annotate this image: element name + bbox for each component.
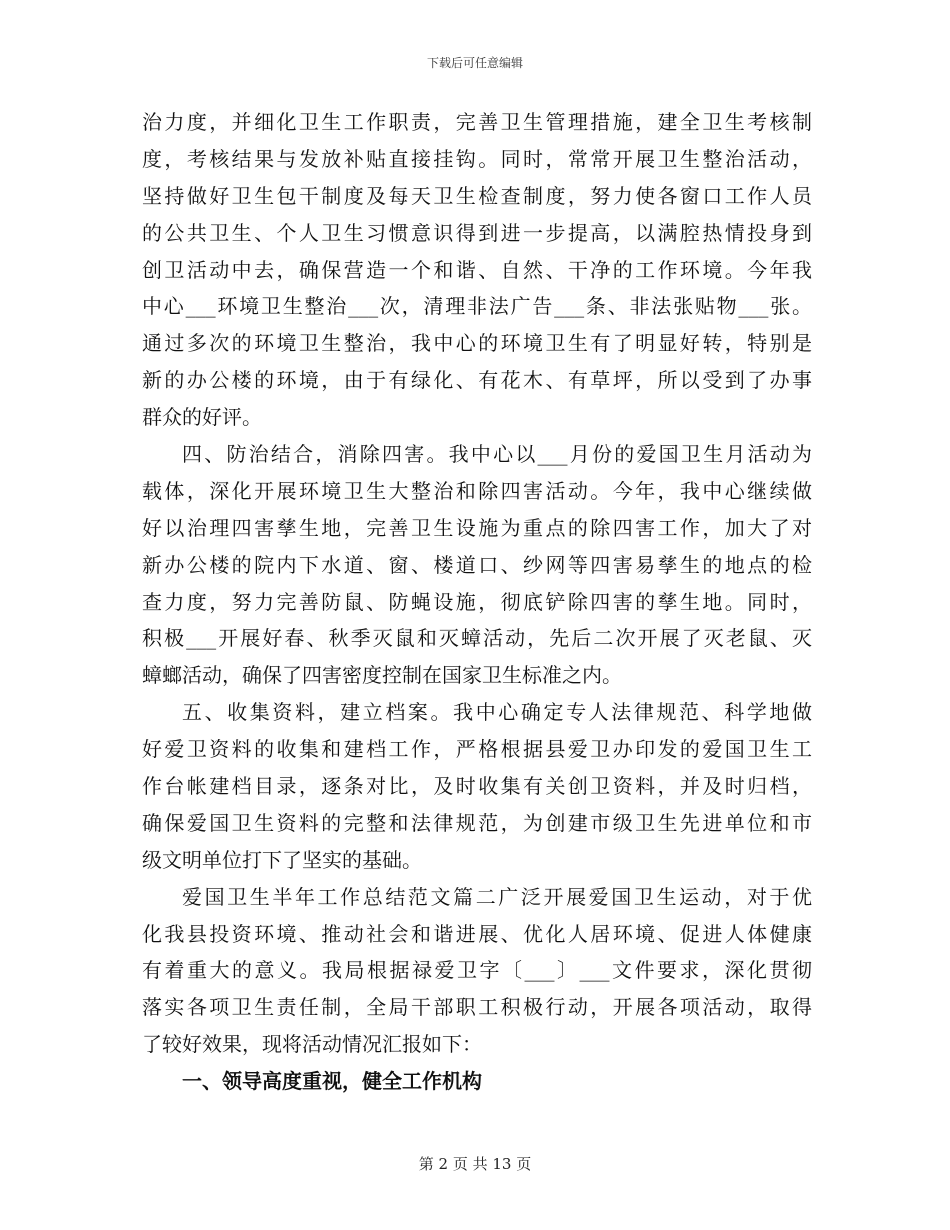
text-line: 作台帐建档目录，逐条对比，及时收集有关创卫资料，并及时归档， <box>142 774 812 799</box>
page-header: 下载后可任意编辑 <box>426 56 523 70</box>
text-line: 确保爱国卫生资料的完整和法律规范，为创建市级卫生先进单位和市 <box>142 810 812 835</box>
text-line: 落实各项卫生责任制，全局干部职工积极行动，开展各项活动，取得 <box>142 995 812 1020</box>
text-line: 度，考核结果与发放补贴直接挂钩。同时，常常开展卫生整治活动， <box>142 146 812 171</box>
text-line: 中心___环境卫生整治___次，清理非法广告___条、非法张贴物___张。 <box>142 294 812 319</box>
text-line: 群众的好评。 <box>142 405 262 430</box>
text-line: 坚持做好卫生包干制度及每天卫生检查制度，努力使各窗口工作人员 <box>142 183 812 208</box>
paragraph <box>142 104 812 436</box>
text-line: 新的办公楼的环境，由于有绿化、有花木、有草坪，所以受到了办事 <box>142 368 812 393</box>
text-line: 查力度，努力完善防鼠、防蝇设施，彻底铲除四害的孳生地。同时， <box>142 589 812 614</box>
text-line: 化我县投资环境、推动社会和谐进展、优化人居环境、促进人体健康 <box>142 921 812 946</box>
text-line: 好爱卫资料的收集和建档工作，严格根据县爱卫办印发的爱国卫生工 <box>142 737 812 762</box>
section-heading: 一、领导高度重视，健全工作机构 <box>182 1069 482 1094</box>
text-line: 载体，深化开展环境卫生大整治和除四害活动。今年，我中心继续做 <box>142 478 812 503</box>
text-line: 的公共卫生、个人卫生习惯意识得到进一步提高，以满腔热情投身到 <box>142 220 812 245</box>
text-line: 爱国卫生半年工作总结范文篇二广泛开展爱国卫生运动，对于优 <box>182 884 812 909</box>
text-line: 五、收集资料，建立档案。我中心确定专人法律规范、科学地做 <box>182 700 812 725</box>
text-line: 治力度，并细化卫生工作职责，完善卫生管理措施，建全卫生考核制 <box>142 110 812 134</box>
document-body <box>142 104 812 1100</box>
text-line: 级文明单位打下了坚实的基础。 <box>142 847 422 872</box>
paragraph <box>142 436 812 694</box>
text-line: 创卫活动中去，确保营造一个和谐、自然、干净的工作环境。今年我 <box>142 257 812 282</box>
text-line: 了较好效果，现将活动情况汇报如下： <box>142 1032 482 1057</box>
text-line: 有着重大的意义。我局根据禄爱卫字〔___〕___文件要求，深化贯彻 <box>142 958 812 983</box>
text-line: 新办公楼的院内下水道、窗、楼道口、纱网等四害易孳生的地点的检 <box>142 552 812 577</box>
text-line: 好以治理四害孳生地，完善卫生设施为重点的除四害工作，加大了对 <box>142 515 812 540</box>
text-line: 蟑螂活动，确保了四害密度控制在国家卫生标准之内。 <box>142 663 622 688</box>
text-line: 积极___开展好春、秋季灭鼠和灭蟑活动，先后二次开展了灭老鼠、灭 <box>142 626 812 651</box>
text-line: 通过多次的环境卫生整治，我中心的环境卫生有了明显好转，特别是 <box>142 331 812 356</box>
paragraph <box>142 879 812 1063</box>
text-line: 四、防治结合，消除四害。我中心以___月份的爱国卫生月活动为 <box>182 442 812 467</box>
page-number: 第 2 页 共 13 页 <box>418 1155 532 1173</box>
paragraph <box>142 694 812 878</box>
